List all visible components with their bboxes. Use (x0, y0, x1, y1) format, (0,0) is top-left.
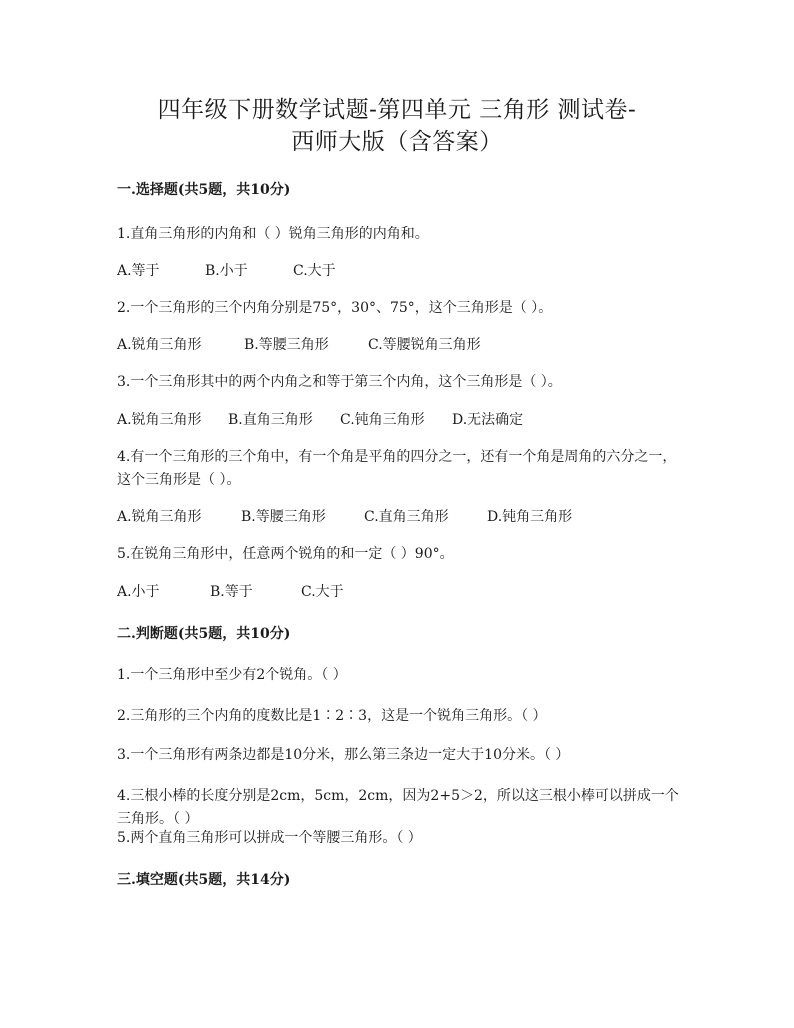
exam-title-line2: 西师大版（含答案） (291, 129, 503, 155)
option-a: A.锐角三角形 (117, 509, 202, 525)
option-a: A.锐角三角形 (117, 412, 202, 428)
choice-options-4 (117, 507, 572, 527)
choice-question-5: 5.在锐角三角形中，任意两个锐角的和一定（ ）90°。 (117, 546, 454, 562)
option-b: B.等腰三角形 (241, 509, 326, 525)
section-header-choice: 一.选择题(共5题，共10分) (117, 182, 291, 198)
option-b: B.小于 (205, 263, 248, 279)
option-c: C.钝角三角形 (340, 412, 425, 428)
judgement-question-1: 1.一个三角形中至少有2个锐角。（ ） (117, 667, 347, 683)
section-header-judgement: 二.判断题(共5题，共10分) (117, 626, 291, 642)
option-a: A.锐角三角形 (117, 337, 202, 353)
choice-question-1: 1.直角三角形的内角和（ ）锐角三角形的内角和。 (117, 226, 429, 242)
choice-question-3: 3.一个三角形其中的两个内角之和等于第三个内角，这个三角形是（ ）。 (117, 374, 562, 390)
choice-options-3 (117, 410, 523, 430)
judgement-question-5: 5.两个直角三角形可以拼成一个等腰三角形。（ ） (117, 830, 422, 846)
judgement-question-2: 2.三角形的三个内角的度数比是1∶2∶3，这是一个锐角三角形。（ ） (117, 708, 547, 724)
option-b: B.等腰三角形 (244, 337, 329, 353)
option-b: B.直角三角形 (228, 412, 313, 428)
option-b: B.等于 (210, 584, 253, 600)
choice-question-4: 4.有一个三角形的三个角中，有一个角是平角的四分之一，还有一个角是周角的六分之一，这个三角形是（ ）。 (117, 449, 677, 488)
choice-question-2: 2.一个三角形的三个内角分别是75°，30°、75°，这个三角形是（ ）。 (117, 300, 553, 316)
judgement-question-3: 3.一个三角形有两条边都是10分米，那么第三条边一定大于10分米。（ ） (117, 747, 570, 763)
option-a: A.等于 (117, 263, 160, 279)
choice-options-5 (117, 582, 344, 602)
exam-title-line1: 四年级下册数学试题-第四单元 三角形 测试卷- (157, 97, 637, 123)
judgement-question-4: 4.三根小棒的长度分别是2cm，5cm，2cm，因为2+5＞2，所以这三根小棒可以拼成一个三角形。（ ） (117, 788, 679, 827)
choice-options-2 (117, 335, 481, 355)
section-header-fill-blank: 三.填空题(共5题，共14分) (117, 872, 291, 888)
option-d: D.钝角三角形 (487, 509, 573, 525)
option-c: C.大于 (301, 584, 344, 600)
option-d: D.无法确定 (452, 412, 524, 428)
choice-options-1 (117, 261, 336, 281)
option-c: C.大于 (293, 263, 336, 279)
option-a: A.小于 (117, 584, 160, 600)
option-c: C.直角三角形 (364, 509, 449, 525)
option-c: C.等腰锐角三角形 (368, 337, 481, 353)
